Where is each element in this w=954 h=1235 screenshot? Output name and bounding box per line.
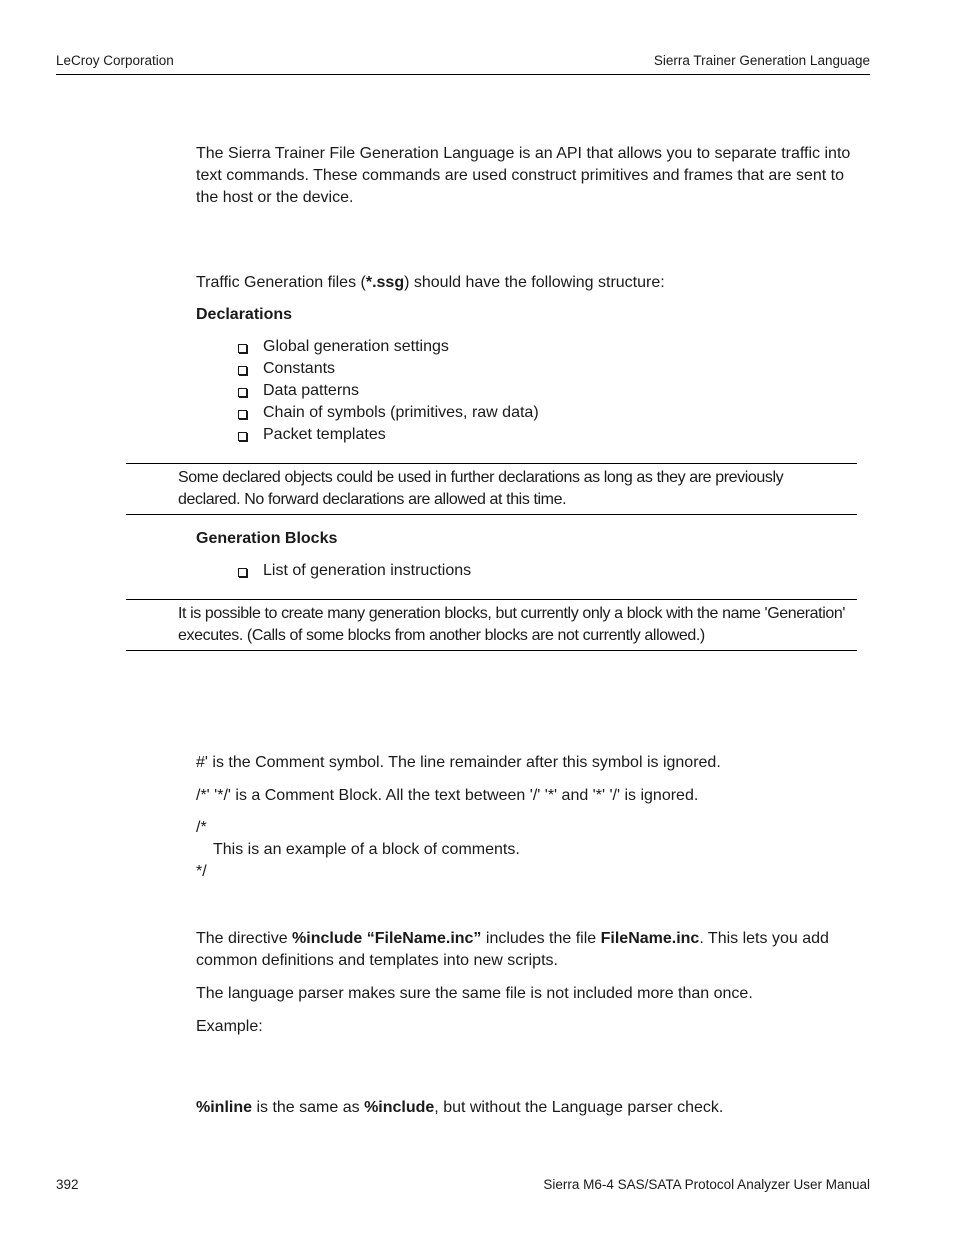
parser-paragraph: The language parser makes sure the same file is not included more than once. [196, 985, 753, 1002]
example-label: Example: [196, 1018, 263, 1035]
checkbox-bullet-icon [238, 568, 247, 577]
checkbox-bullet-icon [238, 388, 247, 397]
page-header [56, 52, 870, 75]
inline-directive: %inline [196, 1099, 253, 1116]
header-company: LeCroy Corporation [56, 53, 174, 68]
checkbox-bullet-icon [238, 432, 247, 441]
list-item: Global generation settings [237, 336, 539, 358]
include-directive: %include “FileName.inc” [292, 930, 482, 947]
comment-example [196, 817, 520, 883]
code-line: /* [196, 819, 207, 836]
file-extension: *.ssg [365, 274, 405, 291]
checkbox-bullet-icon [238, 366, 247, 375]
structure-lead-after: ) should have the following structure: [404, 274, 665, 291]
header-section-title: Sierra Trainer Generation Language [653, 53, 870, 68]
declarations-heading: Declarations [196, 306, 293, 323]
intro-paragraph: The Sierra Trainer File Generation Language is an API that allows you to separate traffic into text commands. These commands are used construct primitives and frames that are sent to the host or the device. [196, 145, 851, 206]
manual-title: Sierra M6-4 SAS/SATA Protocol Analyzer User Manual [543, 1177, 870, 1192]
note-box [126, 599, 857, 651]
structure-lead-before: Traffic Generation files ( [196, 274, 366, 291]
include-filename: FileName.inc [600, 930, 700, 947]
note-box [126, 463, 857, 515]
comment-symbol-text: #' is the Comment symbol. The line remainder after this symbol is ignored. [196, 754, 721, 771]
inline-paragraph: %inline is the same as %include, but without the Language parser check. [196, 1099, 724, 1116]
page-number: 392 [56, 1177, 79, 1192]
note-text: It is possible to create many generation blocks, but currently only a block with the name 'Generation' executes. (Calls of some blocks from another blocks are not currently allowed.) [178, 605, 846, 644]
comment-block-text: /*' '*/' is a Comment Block. All the text between '/' '*' and '*' '/' is ignored. [196, 787, 699, 804]
list-item: Constants [237, 358, 539, 380]
list-item: List of generation instructions [237, 560, 471, 582]
structure-lead [196, 272, 868, 294]
generation-list [237, 560, 471, 582]
checkbox-bullet-icon [238, 344, 247, 353]
include-paragraph: The directive %include “FileName.inc” includes the file FileName.inc. This lets you add common definitions and templates into new scripts. [196, 930, 829, 969]
include-keyword: %include [364, 1099, 435, 1116]
list-item: Chain of symbols (primitives, raw data) [237, 402, 539, 424]
note-text: Some declared objects could be used in further declarations as long as they are previously declared. No forward declarations are allowed at this time. [178, 469, 784, 508]
code-line: */ [196, 863, 207, 880]
generation-blocks-heading: Generation Blocks [196, 530, 338, 547]
code-line: This is an example of a block of comments. [213, 841, 520, 858]
declarations-list [237, 336, 539, 446]
list-item: Packet templates [237, 424, 539, 446]
list-item: Data patterns [237, 380, 539, 402]
checkbox-bullet-icon [238, 410, 247, 419]
